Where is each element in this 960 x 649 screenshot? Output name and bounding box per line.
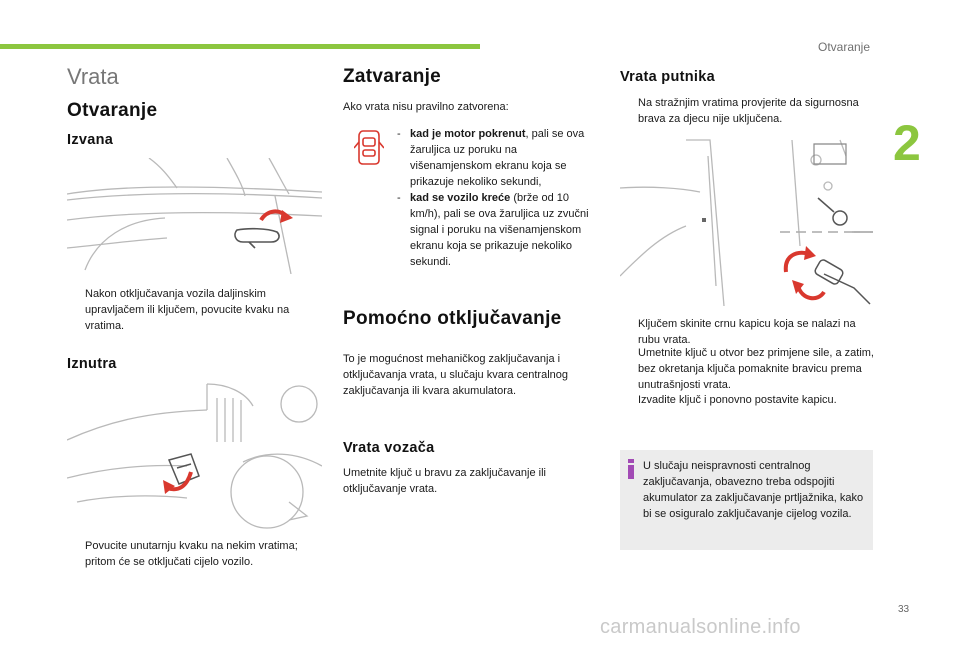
- exterior-door-handle-illustration: [67, 158, 322, 274]
- zatvaranje-intro: Ako vrata nisu pravilno zatvorena:: [343, 101, 509, 113]
- heading-pomocno-otkljucavanje: Pomoćno otključavanje: [343, 308, 562, 329]
- info-icon: [627, 459, 635, 479]
- heading-iznutra: Iznutra: [67, 356, 117, 372]
- vozaca-text: Umetnite ključ u bravu za zaključavanje ili otključavanje vrata.: [343, 467, 546, 495]
- putnika-step-4-text: Izvadite ključ i ponovno postavite kapicu.: [638, 394, 837, 406]
- chapter-number: 2: [893, 115, 921, 171]
- izvana-instruction-text: Nakon otključavanja vozila daljinskim upravljačem ili ključem, povucite kvaku na vratima.: [85, 288, 290, 332]
- heading-zatvaranje: Zatvaranje: [343, 66, 442, 87]
- iznutra-instruction: [67, 538, 327, 570]
- warning-item-engine-running-bold: kad je motor pokrenut: [410, 128, 526, 140]
- warning-item-vehicle-moving-bold: kad se vozilo kreće: [410, 192, 511, 204]
- top-accent-bar: [0, 44, 480, 49]
- running-header: Otvaranje: [818, 40, 871, 54]
- warning-item-engine-running: - kad je motor pokrenut, pali se ova žaruljica uz poruku na višenamjenskom ekranu koja se prikazuje nekoliko sekundi,: [397, 128, 585, 188]
- page-number: 33: [898, 604, 910, 615]
- putnika-step-3: [620, 345, 880, 393]
- section-title: Vrata: [67, 64, 119, 89]
- passenger-door-lock-illustration: [620, 136, 873, 308]
- putnika-step-3-text: Umetnite ključ u otvor bez primjene sile, a zatim, bez okretanja ključa pomaknite bravicu prema unutrašnjosti vrata.: [638, 347, 874, 391]
- warning-item-engine-running-text: , pali se ova žaruljica uz poruku na višenamjenskom ekranu koja se prikazuje nekoliko sekundi,: [410, 128, 585, 188]
- info-note-box: [620, 450, 873, 550]
- info-note-text: U slučaju neispravnosti centralnog zaključavanja, obavezno treba odspojiti akumulator za zaključavanje prtljažnika, kako bi se osiguralo zaključavanje cijelog vozila.: [643, 460, 864, 520]
- heading-vrata-putnika: Vrata putnika: [620, 69, 715, 85]
- izvana-instruction: [67, 286, 322, 334]
- putnika-step-1: [620, 95, 880, 127]
- watermark: carmanualsonline.info: [600, 616, 801, 638]
- iznutra-instruction-text: Povucite unutarnju kvaku na nekim vratima; pritom će se otključati cijelo vozilo.: [85, 540, 298, 568]
- putnika-step-2-text: Ključem skinite crnu kapicu koja se nalazi na rubu vrata.: [638, 318, 856, 346]
- putnika-step-2: [620, 316, 880, 348]
- heading-otvaranje: Otvaranje: [67, 100, 158, 121]
- heading-izvana: Izvana: [67, 132, 114, 148]
- door-open-warning-icon: [354, 128, 384, 166]
- putnika-step-4: [620, 392, 880, 408]
- putnika-step-1-text: Na stražnjim vratima provjerite da sigurnosna brava za djecu nije uključena.: [638, 97, 859, 125]
- interior-door-handle-illustration: [67, 382, 322, 530]
- warning-item-vehicle-moving-text: (brže od 10 km/h), pali se ova žaruljica uz zvučni signal i poruku na višenamjenskom ekranu koja se prikazuje nekoliko sekundi.: [410, 192, 589, 268]
- warning-item-vehicle-moving: - kad se vozilo kreće (brže od 10 km/h), pali se ova žaruljica uz zvučni signal i poruku na višenamjenskom ekranu koja se prikazuje nekoliko sekundi.: [397, 192, 589, 268]
- pomocno-text: To je mogućnost mehaničkog zaključavanja i otključavanja vrata, u slučaju kvara centralnog zaključavanja ili kvara akumulatora.: [343, 353, 569, 397]
- heading-vrata-vozaca: Vrata vozača: [343, 440, 435, 456]
